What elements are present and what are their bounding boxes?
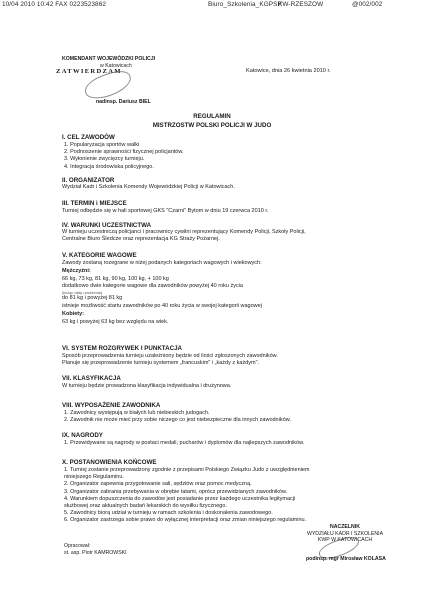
approval-name: nadinsp. Dariusz BIEL [96, 99, 151, 105]
section-participation-line: Centralne Biuro Śledcze oraz reprezentacja KG Straży Pożarnej. [62, 236, 220, 242]
chief-name: podinsp. mgr Mirosław KOLASA [306, 556, 386, 562]
section-participation-line: W turnieju uczestniczą policjanci i pracownicy cywilni reprezentujący Komendy Policji, Szkoły Policji, [62, 229, 306, 235]
section-organizer-heading: II. ORGANIZATOR [62, 177, 115, 184]
list-item: 4. Warunkiem dopuszczenia do zawodów jest posiadanie przez każdego uczestnika legitymacji [64, 495, 296, 502]
list-item: 2. Organizator zapewnia przygotowanie sali, sędziów oraz pomoc medyczną. [64, 481, 252, 488]
list-item: 5. Zawodnicy biorą udział w turnieju w ramach szkolenia i doskonalenia zawodowego. [64, 510, 273, 517]
date-line: Katowice, dnia 26 kwietnia 2010 r. [246, 68, 331, 74]
section-final-heading: X. POSTANOWIENIA KOŃCOWE [62, 459, 157, 466]
men-label: Mężczyźni: [62, 268, 91, 274]
women-label: Kobiety: [62, 311, 84, 317]
list-item: 1. Przewidywane są nagrody w postaci medali, pucharów i dyplomów dla najlepszych zawodników. [64, 440, 305, 446]
list-item: 1. Popularyzacja sportów walki [64, 142, 140, 148]
section-prizes-heading: IX. NAGRODY [62, 432, 103, 439]
list-item: 3. Wyłonienie zwycięzcy turnieju. [64, 156, 145, 163]
section-system-heading: VI. SYSTEM ROZGRYWEK I PUNKTACJA [62, 345, 182, 352]
section-goals-list [64, 142, 184, 171]
list-item: 1. Zawodnicy występują w białych lub niebieskich judogach. [64, 410, 210, 416]
chief-dept: WYDZIAŁU KADR I SZKOLENIA [306, 531, 384, 537]
section-date-place-text: Turniej odbędzie się w hali sportowej GKS "Czarni" Bytom w dniu 19 czerwca 2010 r. [62, 208, 269, 214]
document-title: REGULAMIN [193, 113, 231, 120]
approval-stamp-top: KOMENDANT WOJEWÓDZKI POLICJI [62, 56, 156, 62]
section-equipment-heading: VIII. WYPOSAŻENIE ZAWODNIKA [62, 402, 161, 409]
list-item: 2. Zawodnik nie może mieć przy sobie niczego co jest niebezpieczne dla innych zawodników. [64, 417, 291, 424]
list-item: niniejszego Regulaminu. [64, 474, 124, 481]
men-note-2: istnieje możliwość startu zawodników po 40 roku życia w swojej kategorii wagowej [62, 303, 262, 309]
list-item: 6. Organizator zastrzega sobie prawo do wyłącznej interpretacji oraz zmian niniejszego regulaminu. [64, 517, 307, 524]
fax-page-number: @002/002 [352, 1, 383, 8]
fax-sender: Biuro_Szkolenia_KGPSP [208, 1, 282, 8]
list-item: 2. Podnoszenie sprawności fizycznej policjantów. [64, 149, 184, 156]
document-subtitle: MISTRZOSTW POLSKI POLICJI W JUDO [152, 122, 272, 129]
section-equipment-list [64, 410, 291, 424]
section-organizer-text: Wydział Kadr i Szkolenia Komendy Wojewódzkiej Policji w Katowicach. [62, 184, 235, 190]
approval-stamp-sub: w Katowicach [100, 63, 132, 69]
section-system-line: Sposób przeprowadzenia turnieju uzależniony będzie od ilości zgłoszonych zawodników. [62, 353, 278, 359]
women-weights: 63 kg i powyżej 63 kg bez względu na wiek. [62, 319, 169, 325]
section-participation-heading: IV. WARUNKI UCZESTNICTWA [62, 222, 152, 229]
chief-title: NACZELNIK [330, 524, 360, 530]
prepared-by-label: Opracował: [64, 543, 91, 549]
prepared-by-name: st. asp. Piotr KAMROWSKI [64, 550, 127, 556]
men-note: dodatkowo dwie kategorie wagowe dla zawodników powyżej 40 roku życia [62, 283, 243, 289]
section-classification-text: W turnieju będzie prowadzona klasyfikacja indywidualna i drużynowa. [62, 383, 232, 389]
list-item: 3. Organizator zabrania przebywania w obrębie tatami, oprócz przewidzianych zawodników. [64, 488, 288, 495]
fax-recipient: KW-RZESZOW [278, 1, 324, 8]
section-system-line: Planuje się przeprowadzenie turnieju systemem „francuskim" i „każdy z każdym". [62, 360, 260, 366]
section-weight-intro: Zawody zostaną rozegrane w niżej podanych kategoriach wagowych i wiekowych: [62, 260, 262, 266]
section-date-place-heading: III. TERMIN i MIEJSCE [62, 200, 127, 207]
chief-office: KWP W KATOWICACH [317, 537, 373, 543]
men-extra: do 81 kg i powyżej 81 kg [62, 295, 123, 301]
fax-datetime: 10/04 2010 10:42 FAX 0223523862 [2, 1, 107, 8]
section-weight-heading: V. KATEGORIE WAGOWE [62, 252, 137, 259]
section-final-list [64, 467, 310, 525]
men-weights: 66 kg, 73 kg, 81 kg, 90 kg, 100 kg, + 100 kg [62, 276, 169, 282]
list-item: służbowej oraz aktualnych badań lekarskich do wysiłku fizycznego. [64, 503, 227, 510]
section-prizes-list [64, 440, 304, 447]
approval-label: ZATWIERDZAM [56, 68, 122, 75]
list-item: 1. Turniej zostanie przeprowadzony zgodnie z przepisami Polskiego Związku Judo z uwzględnieniem [64, 467, 310, 473]
section-classification-heading: VII. KLASYFIKACJA [62, 375, 121, 382]
section-goals-heading: I. CEL ZAWODÓW [62, 134, 115, 141]
list-item: 4. Integracja środowiska policyjnego. [64, 163, 154, 170]
men-small-note: (licząc datę urodzenia) [62, 290, 103, 295]
